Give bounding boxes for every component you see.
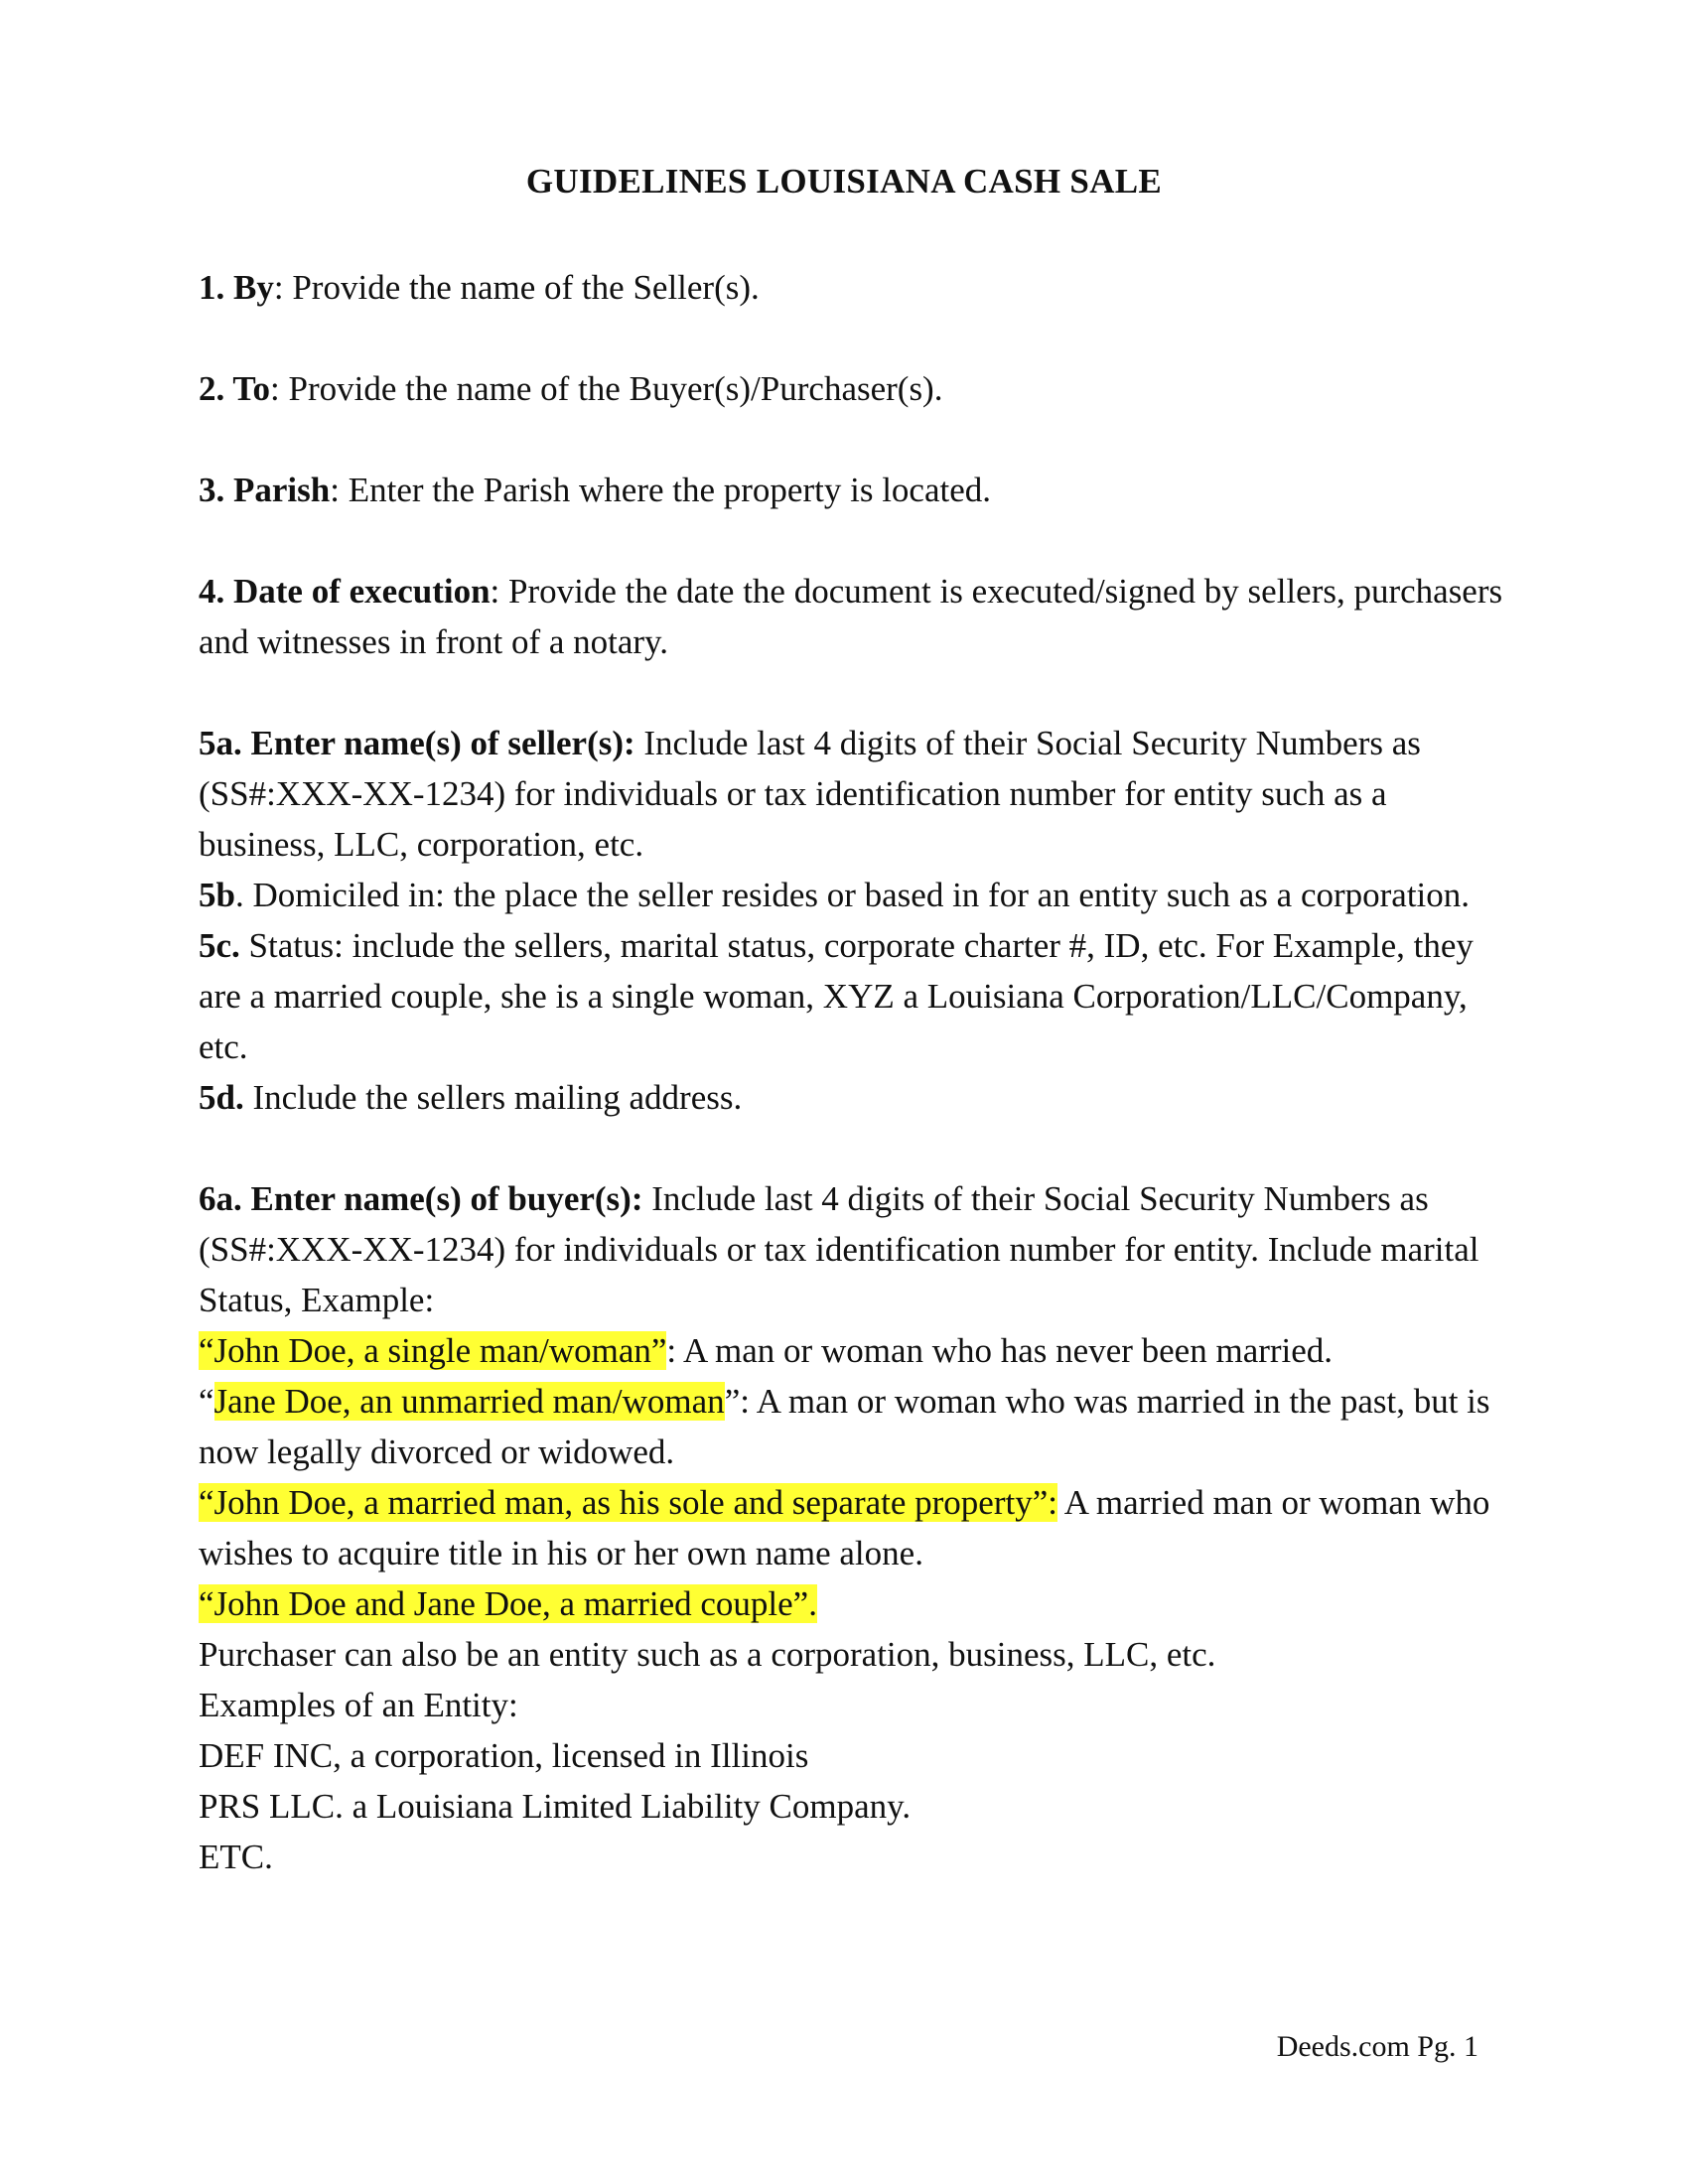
item-label: Date of execution xyxy=(233,572,491,611)
example-description: : A man or woman who has never been married. xyxy=(666,1331,1334,1370)
example-description: ”: A man or woman who was married in the past, but is now legally divorced or widowed. xyxy=(199,1382,1490,1471)
example-separate-property xyxy=(199,1477,1509,1578)
highlighted-example: Jane Doe, an unmarried man/woman xyxy=(213,1382,725,1421)
item-label: By xyxy=(233,268,274,307)
item-6a-buyer-names xyxy=(199,1173,1509,1325)
page-title: GUIDELINES LOUISIANA CASH SALE xyxy=(525,162,1163,201)
item-text: Include last 4 digits of their Social Security Numbers as (SS#:XXX-XX-1234) for individuals or tax identification number for entity. Include marital Status, Example: xyxy=(199,1179,1479,1319)
entity-example: PRS LLC. a Louisiana Limited Liability Company. xyxy=(199,1787,912,1826)
item-label: 5c. xyxy=(199,926,240,965)
item-label: 6a. Enter name(s) of buyer(s): xyxy=(199,1179,643,1218)
item-number: 3. xyxy=(199,471,233,509)
item-by: 1. By: Provide the name of the Seller(s). xyxy=(199,268,760,307)
example-single xyxy=(199,1325,1509,1376)
example-unmarried: “Jane Doe, an unmarried man/woman”: A man or woman who was married in the past, but is now legally divorced or widowed. xyxy=(199,1382,1490,1471)
document-body xyxy=(199,262,1509,1882)
item-to: 2. To: Provide the name of the Buyer(s)/Purchaser(s). xyxy=(199,369,943,408)
item-label: 5b xyxy=(199,876,235,914)
example-married-couple xyxy=(199,1578,1509,1629)
item-5a-seller-names xyxy=(199,718,1509,870)
item-number: 4. xyxy=(199,572,233,611)
entity-example: ETC. xyxy=(199,1838,273,1876)
item-text: Status: include the sellers, marital status, corporate charter #, ID, etc. For Example, they are a married couple, she is a single woman, XYZ a Louisiana Corporation/LLC/Company, etc. xyxy=(199,926,1474,1066)
item-text: . Domiciled in: the place the seller resides or based in for an entity such as a corporation. xyxy=(234,876,1471,914)
item-text: Enter the Parish where the property is located. xyxy=(348,471,991,509)
item-label: 5d. xyxy=(199,1078,244,1117)
example-description: A married man or woman who wishes to acquire title in his or her own name alone. xyxy=(199,1483,1490,1572)
item-text: Provide the name of the Seller(s). xyxy=(292,268,760,307)
item-text: Include last 4 digits of their Social Security Numbers as (SS#:XXX-XX-1234) for individuals or tax identification number for entity such as a business, LLC, corporation, etc. xyxy=(199,724,1421,864)
highlighted-example: “John Doe, a single man/woman” xyxy=(199,1331,667,1370)
item-label: 5a. Enter name(s) of seller(s): xyxy=(199,724,635,762)
item-5b-domicile xyxy=(199,870,1509,920)
item-parish: 3. Parish: Enter the Parish where the property is located. xyxy=(199,471,991,509)
page-footer: Deeds.com Pg. 1 xyxy=(1276,2030,1478,2063)
item-number: 1. xyxy=(199,268,233,307)
item-label: To xyxy=(232,369,271,408)
item-date-of-execution: 4. Date of execution: Provide the date the document is executed/signed by sellers, purchasers and witnesses in front of a notary. xyxy=(199,572,1503,661)
highlighted-example: “John Doe and Jane Doe, a married couple”. xyxy=(199,1584,817,1623)
item-text: Provide the name of the Buyer(s)/Purchaser(s). xyxy=(288,369,943,408)
item-5c-status xyxy=(199,920,1509,1072)
entity-intro: Purchaser can also be an entity such as a corporation, business, LLC, etc. xyxy=(199,1635,1216,1674)
item-number: 2. xyxy=(199,369,233,408)
item-label: Parish xyxy=(233,471,331,509)
entity-example: DEF INC, a corporation, licensed in Illinois xyxy=(199,1736,809,1775)
item-text: Include the sellers mailing address. xyxy=(243,1078,743,1117)
highlighted-example: “John Doe, a married man, as his sole and separate property”: xyxy=(199,1483,1057,1522)
entity-heading: Examples of an Entity: xyxy=(199,1686,518,1724)
item-5d-mailing-address xyxy=(199,1072,1509,1123)
item-text: Provide the date the document is executed/signed by sellers, purchasers and witnesses in front of a notary. xyxy=(199,572,1503,661)
